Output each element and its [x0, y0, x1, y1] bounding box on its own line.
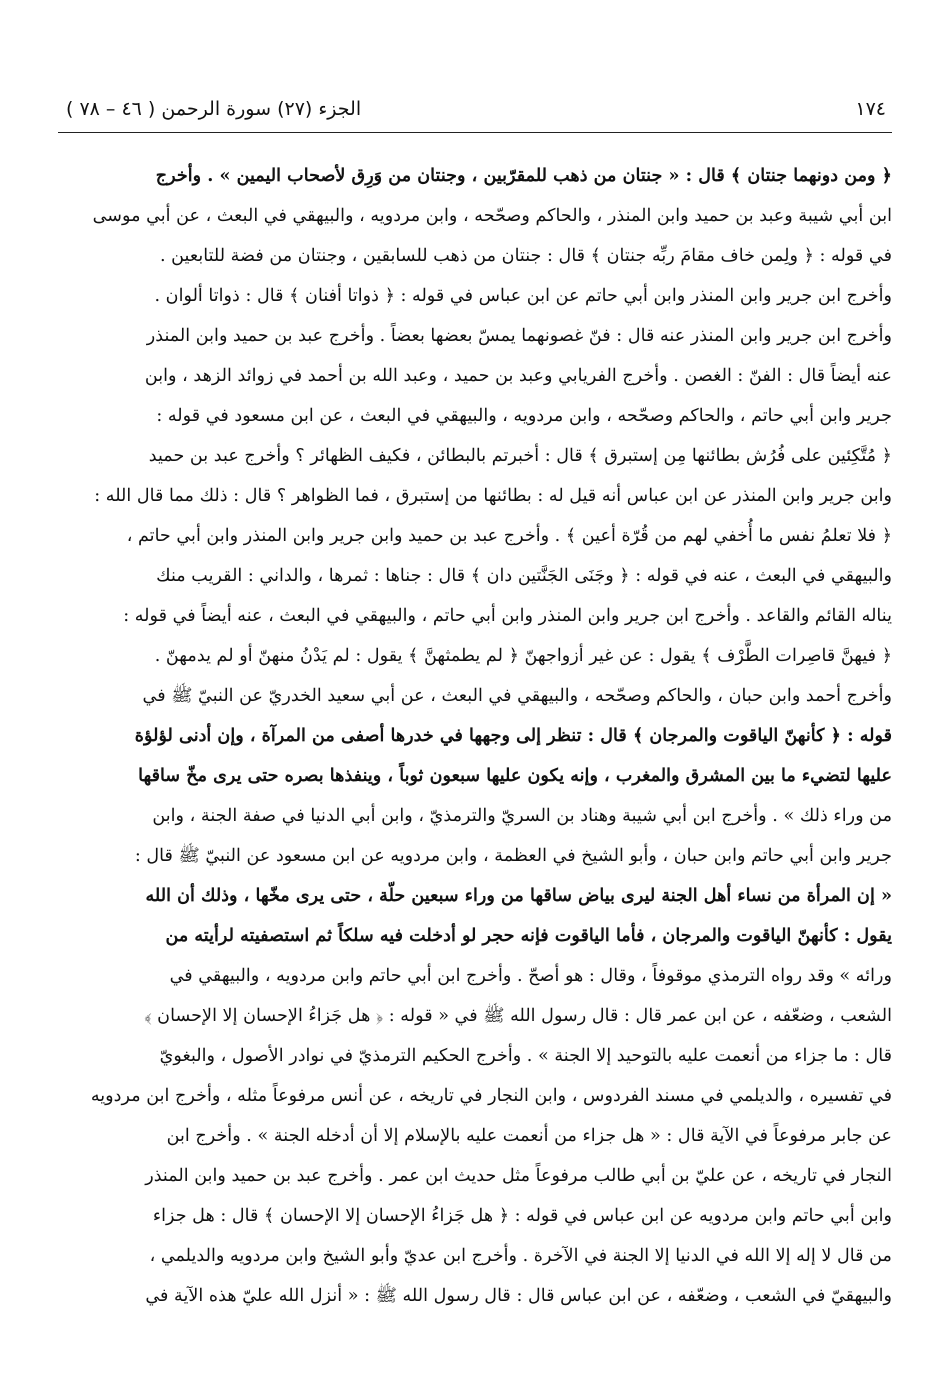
text-line: والبيهقيّ في الشعب ، وضعّفه ، عن ابن عباس قال : قال رسول الله ﷺ : « أنزل الله عليّ هذه الآية في	[145, 1286, 892, 1306]
text-line: ابن أبي شيبة وعبد بن حميد وابن المنذر ، والحاكم وصحّحه ، وابن مردويه ، والبيهقي في البعث ، عن أبي موسى	[92, 206, 892, 226]
page-body	[58, 156, 892, 1316]
text-line: وابن أبي حاتم وابن مردويه عن ابن عباس في قوله : ﴿ هل جَزاءُ الإحسان إلا الإحسان ﴾ قال : هل جزاء	[152, 1206, 892, 1226]
text-line: عليها لتضيء ما بين المشرق والمغرب ، وإنه يكون عليها سبعون ثوباً ، وينفذها بصره حتى يرى مخّ ساقها	[138, 765, 892, 786]
text-line: والبيهقي في البعث ، عنه في قوله : ﴿ وجَنَى الجَنَّتين دان ﴾ قال : جناها : ثمرها ، والداني : القريب منك	[156, 566, 892, 586]
text-line: جرير وابن أبي حاتم ، والحاكم وصحّحه ، وابن مردويه ، والبيهقي في البعث ، عن ابن مسعود في قوله :	[156, 406, 892, 426]
text-line: وأخرج أحمد وابن حبان ، والحاكم وصحّحه ، والبيهقي في البعث ، عن أبي سعيد الخدريّ عن النبيّ ﷺ في	[142, 686, 892, 706]
text-line: قوله : ﴿ كأنهنّ الياقوت والمرجان ﴾ قال : تنظر إلى وجهها في خدرها أصفى من المرآة ، وإن أدنى لؤلؤة	[134, 725, 892, 746]
text-line: وابن جرير وابن المنذر عن ابن عباس أنه قيل له : بطائنها من إستبرق ، فما الظواهر ؟ قال : ذلك مما قال الله :	[94, 486, 892, 506]
text-line: عن جابر مرفوعاً في الآية قال : « هل جزاء من أنعمت عليه بالإسلام إلا أن أدخله الجنة » . وأخرج ابن	[166, 1126, 892, 1146]
text-line: من قال لا إله إلا الله في الدنيا إلا الجنة في الآخرة . وأخرج ابن عديّ وأبو الشيخ وابن مردويه والديلمي ،	[149, 1246, 892, 1266]
page-header	[58, 94, 892, 130]
text-line: قال : ما جزاء من أنعمت عليه بالتوحيد إلا الجنة » . وأخرج الحكيم الترمذيّ في نوادر الأصول ، والبغويّ	[159, 1046, 892, 1066]
text-line: من وراء ذلك » . وأخرج ابن أبي شيبة وهناد بن السريّ والترمذيّ ، وابن أبي الدنيا في صفة الجنة ، وابن	[152, 806, 892, 826]
text-line: ﴿ مُتَّكِئين على فُرُش بطائنها مِن إستبرق ﴾ قال : أخبرتم بالبطائن ، فكيف الظهائر ؟ وأخرج عبد بن حميد	[148, 446, 892, 466]
text-line: عنه أيضاً قال : الفنّ : الغصن . وأخرج الفريابي وعبد بن حميد ، وعبد الله بن أحمد في زوائد الزهد ، وابن	[144, 366, 892, 386]
text-line: جرير وابن أبي حاتم وابن حبان ، وأبو الشيخ في العظمة ، وابن مردويه عن ابن مسعود عن النبيّ ﷺ قال :	[134, 846, 892, 866]
text-line: النجار في تاريخه ، عن عليّ بن أبي طالب مرفوعاً مثل حديث ابن عمر . وأخرج عبد بن حميد وابن المنذر	[145, 1166, 892, 1186]
text-line: يقول : كأنهنّ الياقوت والمرجان ، فأما الياقوت فإنه حجر لو أدخلت فيه سلكاً ثم استصفيته لرأيته من	[165, 925, 892, 946]
text-line: يناله القائم والقاعد . وأخرج ابن جرير وابن المنذر وابن أبي حاتم ، والبيهقي في البعث ، عنه أيضاً في قوله :	[123, 606, 892, 626]
text-line: وأخرج ابن جرير وابن المنذر عنه قال : فنّ غصونهما يمسّ بعضها بعضاً . وأخرج عبد بن حميد وابن المنذر	[146, 326, 892, 346]
running-title: الجزء (٢٧) سورة الرحمن ( ٤٦ – ٧٨ )	[66, 98, 362, 120]
text-line: ﴿ فيهنَّ قاصِرات الطَّرْف ﴾ يقول : عن غير أزواجهنّ ﴿ لم يطمثهنَّ ﴾ يقول : لم يَدْنُ منهنّ أو لم يدمهنّ .	[154, 646, 892, 666]
header-rule	[58, 132, 892, 133]
text-line: ورائه » وقد رواه الترمذي موقوفاً ، وقال : هو أصحّ . وأخرج ابن أبي حاتم وابن مردويه ، والبيهقي في	[169, 966, 892, 986]
text-line: « إن المرأة من نساء أهل الجنة ليرى بياض ساقها من وراء سبعين حلّة ، حتى يرى مخّها ، وذلك أن الله	[145, 885, 892, 906]
text-line: وأخرج ابن جرير وابن المنذر وابن أبي حاتم عن ابن عباس في قوله : ﴿ ذواتا أفنان ﴾ قال : ذواتا ألوان .	[154, 286, 892, 306]
text-line: الشعب ، وضعّفه ، عن ابن عمر قال : قال رسول الله ﷺ في « قوله : ﴿ هل جَزاءُ الإحسان إلا الإحسان ﴾	[144, 1006, 892, 1026]
text-line: في تفسيره ، والديلمي في مسند الفردوس ، وابن النجار في تاريخه ، عن أنس مرفوعاً مثله ، وأخرج ابن مردويه	[90, 1086, 892, 1106]
text-line: ﴿ فلا تعلمُ نفس ما أُخفي لهم من قُرّة أعين ﴾ . وأخرج عبد بن حميد وابن جرير وابن المنذر وابن أبي حاتم ،	[126, 526, 892, 546]
text-line: في قوله : ﴿ ولِمن خاف مقامَ ربِّه جنتان ﴾ قال : جنتان من ذهب للسابقين ، وجنتان من فضة للتابعين .	[159, 246, 892, 266]
text-line: ﴿ ومن دونهما جنتان ﴾ قال : « جنتان من ذهب للمقرّبين ، وجنتان من وَرِق لأصحاب اليمين » . وأخرج	[155, 165, 892, 186]
page-number: ١٧٤	[855, 98, 886, 120]
